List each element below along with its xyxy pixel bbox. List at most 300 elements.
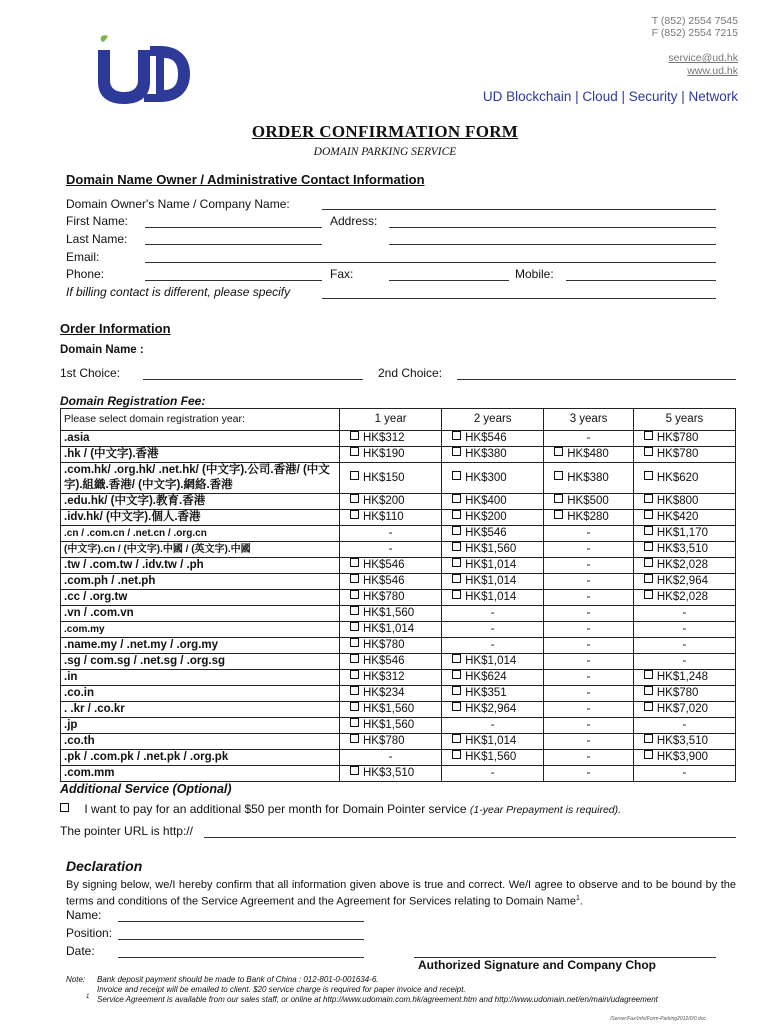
- price-cell[interactable]: [340, 510, 442, 526]
- price-cell[interactable]: [340, 574, 442, 590]
- pointer-url-label: The pointer URL is http://: [60, 824, 193, 838]
- address-label: Address:: [330, 214, 378, 228]
- price-value: HK$800: [656, 495, 699, 507]
- fee-row: [61, 431, 736, 447]
- price-cell[interactable]: [544, 463, 634, 494]
- price-cell: [544, 750, 634, 766]
- fee-row: [61, 766, 736, 782]
- price-cell[interactable]: [633, 463, 735, 494]
- pointer-url-field[interactable]: [204, 837, 736, 838]
- billing-contact-field[interactable]: [322, 298, 716, 299]
- price-checkbox[interactable]: [644, 702, 653, 711]
- price-cell: [544, 638, 634, 654]
- price-value: HK$380: [567, 471, 609, 484]
- additional-heading: Additional Service (Optional): [60, 782, 232, 796]
- price-unavailable: -: [586, 591, 591, 603]
- price-unavailable: -: [682, 767, 687, 779]
- price-cell[interactable]: [633, 447, 735, 463]
- price-cell[interactable]: [340, 670, 442, 686]
- price-cell[interactable]: [340, 463, 442, 494]
- price-checkbox[interactable]: [452, 447, 461, 456]
- price-value: HK$312: [363, 671, 405, 683]
- price-cell[interactable]: [340, 734, 442, 750]
- price-checkbox[interactable]: [350, 431, 359, 440]
- price-cell[interactable]: [340, 766, 442, 782]
- price-cell: [633, 622, 735, 638]
- price-cell[interactable]: [442, 670, 544, 686]
- price-cell: [544, 702, 634, 718]
- price-checkbox[interactable]: [350, 558, 359, 567]
- price-cell[interactable]: [442, 686, 544, 702]
- price-value: HK$1,560: [363, 719, 415, 731]
- price-checkbox[interactable]: [644, 447, 653, 456]
- price-value: HK$2,964: [465, 703, 517, 715]
- price-cell: [442, 766, 544, 782]
- price-checkbox[interactable]: [554, 471, 563, 480]
- price-checkbox[interactable]: [350, 590, 359, 599]
- price-cell[interactable]: [340, 686, 442, 702]
- last-name-field[interactable]: [145, 244, 322, 245]
- price-checkbox[interactable]: [452, 686, 461, 695]
- address-field-line1[interactable]: [389, 227, 716, 228]
- price-cell: [544, 686, 634, 702]
- price-value: HK$546: [465, 527, 507, 539]
- price-cell[interactable]: [340, 590, 442, 606]
- declaration-body: By signing below, we/I hereby confirm that all information given above is true and correct. We/I agree to observe and to be bound by the terms and conditions of the Service Agreement and the Agreement for Services relating to Domain Name: [66, 879, 736, 908]
- fee-row: [61, 574, 736, 590]
- price-cell: [544, 654, 634, 670]
- price-value: HK$2,028: [656, 559, 708, 571]
- domain-cell: .cc / .org.tw: [61, 590, 340, 606]
- price-unavailable: -: [490, 767, 495, 779]
- file-reference: /Server/Fax/Info/Form-Parking2012/0/0.doc: [609, 1016, 706, 1022]
- domain-pointer-note: (1-year Prepayment is required).: [469, 804, 622, 816]
- price-cell[interactable]: [544, 447, 634, 463]
- price-cell: [544, 670, 634, 686]
- price-cell: [544, 606, 634, 622]
- price-checkbox[interactable]: [350, 622, 359, 631]
- price-cell[interactable]: [442, 494, 544, 510]
- phone-field[interactable]: [145, 280, 322, 281]
- price-cell[interactable]: [633, 558, 735, 574]
- price-cell[interactable]: [442, 734, 544, 750]
- price-checkbox[interactable]: [452, 750, 461, 759]
- contact-website[interactable]: [687, 65, 738, 77]
- price-cell: [340, 750, 442, 766]
- price-unavailable: -: [586, 432, 591, 444]
- price-unavailable: -: [586, 607, 591, 619]
- price-cell: [544, 734, 634, 750]
- price-checkbox[interactable]: [452, 471, 461, 480]
- price-cell[interactable]: [442, 654, 544, 670]
- price-unavailable: -: [682, 655, 687, 667]
- email-label: Email:: [66, 250, 100, 264]
- domain-cell: .tw / .com.tw / .idv.tw / .ph: [61, 558, 340, 574]
- price-unavailable: -: [586, 671, 591, 683]
- price-value: HK$1,560: [465, 543, 517, 555]
- price-cell[interactable]: [633, 590, 735, 606]
- fee-row: [61, 670, 736, 686]
- domain-pointer-option[interactable]: [60, 802, 621, 816]
- price-checkbox[interactable]: [452, 574, 461, 583]
- price-checkbox[interactable]: [644, 431, 653, 440]
- price-cell: [442, 638, 544, 654]
- price-cell: [544, 718, 634, 734]
- fee-row: [61, 463, 736, 494]
- price-unavailable: -: [586, 735, 591, 747]
- price-cell[interactable]: [442, 431, 544, 447]
- price-value: HK$234: [363, 687, 405, 699]
- price-cell: [544, 622, 634, 638]
- price-cell[interactable]: [633, 670, 735, 686]
- price-checkbox[interactable]: [350, 670, 359, 679]
- price-unavailable: -: [682, 719, 687, 731]
- domain-cell: .pk / .com.pk / .net.pk / .org.pk: [61, 750, 340, 766]
- price-value: HK$1,014: [465, 735, 517, 747]
- select-year-label: Please select domain registration year:: [61, 409, 340, 431]
- signing-date-field[interactable]: [118, 957, 364, 958]
- price-checkbox[interactable]: [644, 471, 653, 480]
- price-value: HK$1,560: [363, 703, 415, 715]
- price-cell: [340, 526, 442, 542]
- price-cell: [442, 622, 544, 638]
- col-5-years: 5 years: [633, 409, 735, 431]
- price-cell[interactable]: [340, 606, 442, 622]
- order-heading: Order Information: [60, 321, 171, 336]
- fax-label: Fax:: [330, 267, 354, 281]
- price-checkbox[interactable]: [644, 494, 653, 503]
- price-checkbox[interactable]: [644, 558, 653, 567]
- declaration-text: By signing below, we/I hereby confirm that all information given above is true and correct. We/I agree to observe and to be bound by the terms and conditions of the Service Agreement and the Agreement for Services relating to Domain Name$^1$.: [66, 879, 736, 908]
- signature-label: Authorized Signature and Company Chop: [418, 958, 657, 972]
- price-checkbox[interactable]: [554, 510, 563, 519]
- price-cell[interactable]: [442, 558, 544, 574]
- price-checkbox[interactable]: [452, 734, 461, 743]
- price-value: HK$312: [363, 432, 405, 444]
- price-cell: [633, 638, 735, 654]
- price-cell: [633, 654, 735, 670]
- last-name-label: Last Name:: [66, 232, 128, 246]
- domain-cell: .com.my: [61, 622, 340, 638]
- price-cell[interactable]: [340, 622, 442, 638]
- price-value: HK$400: [465, 495, 507, 507]
- fees-table: [60, 408, 736, 782]
- price-value: HK$280: [567, 511, 609, 523]
- fee-row: [61, 718, 736, 734]
- fee-row: [61, 542, 736, 558]
- first-name-label: First Name:: [66, 214, 129, 228]
- price-cell[interactable]: [633, 574, 735, 590]
- price-unavailable: -: [490, 719, 495, 731]
- price-unavailable: -: [388, 527, 393, 539]
- price-checkbox[interactable]: [452, 431, 461, 440]
- price-checkbox[interactable]: [452, 526, 461, 535]
- fax-field[interactable]: [389, 280, 509, 281]
- mobile-label: Mobile:: [515, 267, 554, 281]
- price-unavailable: -: [490, 623, 495, 635]
- price-checkbox[interactable]: [350, 574, 359, 583]
- price-cell: [544, 574, 634, 590]
- price-cell: [633, 718, 735, 734]
- price-cell: [442, 718, 544, 734]
- price-cell[interactable]: [442, 574, 544, 590]
- price-cell[interactable]: [442, 590, 544, 606]
- price-checkbox[interactable]: [452, 494, 461, 503]
- fees-header-row: [61, 409, 736, 431]
- domain-pointer-checkbox[interactable]: [60, 803, 69, 812]
- price-unavailable: -: [586, 543, 591, 555]
- price-checkbox[interactable]: [350, 447, 359, 456]
- price-unavailable: -: [586, 559, 591, 571]
- price-cell[interactable]: [544, 494, 634, 510]
- price-value: HK$351: [465, 687, 507, 699]
- price-cell[interactable]: [442, 510, 544, 526]
- domain-cell: .idv.hk/ (中文字).個人.香港: [61, 510, 340, 526]
- price-value: HK$780: [656, 448, 699, 460]
- mobile-field[interactable]: [566, 280, 716, 281]
- price-unavailable: -: [682, 639, 687, 651]
- price-unavailable: -: [586, 719, 591, 731]
- price-cell[interactable]: [633, 510, 735, 526]
- price-value: HK$300: [465, 471, 507, 484]
- price-cell: [544, 526, 634, 542]
- price-cell[interactable]: [340, 447, 442, 463]
- price-cell[interactable]: [340, 718, 442, 734]
- price-value: HK$7,020: [656, 703, 708, 715]
- price-checkbox[interactable]: [644, 574, 653, 583]
- price-value: HK$780: [363, 639, 405, 651]
- note-agreement: Service Agreement is available from our sales staff, or online at http://www.udomain.com.hk/agreement.htm and http://www.udomain.net/en/main/udagreement: [97, 995, 658, 1004]
- price-cell: [544, 766, 634, 782]
- price-value: HK$780: [656, 432, 699, 444]
- price-unavailable: -: [586, 527, 591, 539]
- phone-label: Phone:: [66, 267, 105, 281]
- domain-cell: .com.ph / .net.ph: [61, 574, 340, 590]
- fee-row: [61, 654, 736, 670]
- price-cell[interactable]: [340, 558, 442, 574]
- price-unavailable: -: [586, 751, 591, 763]
- price-cell[interactable]: [633, 702, 735, 718]
- first-name-field[interactable]: [145, 227, 322, 228]
- price-value: HK$110: [363, 511, 404, 523]
- price-value: HK$546: [363, 655, 405, 667]
- price-value: HK$380: [465, 448, 507, 460]
- fee-row: [61, 734, 736, 750]
- domain-cell: .sg / com.sg / .net.sg / .org.sg: [61, 654, 340, 670]
- price-value: HK$780: [363, 591, 405, 603]
- price-unavailable: -: [586, 655, 591, 667]
- domain-cell: . .kr / .co.kr: [61, 702, 340, 718]
- fee-row: [61, 750, 736, 766]
- price-checkbox[interactable]: [350, 654, 359, 663]
- price-checkbox[interactable]: [644, 590, 653, 599]
- fee-row: [61, 686, 736, 702]
- price-cell[interactable]: [442, 702, 544, 718]
- price-cell[interactable]: [633, 542, 735, 558]
- fees-heading: Domain Registration Fee:: [60, 394, 206, 408]
- price-value: HK$3,900: [656, 751, 708, 763]
- fee-row: [61, 622, 736, 638]
- domain-cell: .hk / (中文字).香港: [61, 447, 340, 463]
- price-checkbox[interactable]: [452, 542, 461, 551]
- price-value: HK$546: [465, 432, 507, 444]
- fee-row: [61, 590, 736, 606]
- second-choice-field[interactable]: [457, 379, 736, 380]
- price-cell: [442, 606, 544, 622]
- company-name-field[interactable]: [322, 209, 716, 210]
- price-checkbox[interactable]: [554, 494, 563, 503]
- price-cell: [340, 542, 442, 558]
- col-1-year: 1 year: [340, 409, 442, 431]
- price-value: HK$1,014: [465, 559, 517, 571]
- fee-row: [61, 702, 736, 718]
- domain-cell: .jp: [61, 718, 340, 734]
- owner-heading: Domain Name Owner / Administrative Contact Information: [66, 172, 425, 187]
- price-checkbox[interactable]: [554, 447, 563, 456]
- price-checkbox[interactable]: [452, 590, 461, 599]
- domain-cell: .cn / .com.cn / .net.cn / .org.cn: [61, 526, 340, 542]
- domain-cell: (中文字).cn / (中文字).中國 / (英文字).中國: [61, 542, 340, 558]
- price-value: HK$780: [363, 735, 405, 747]
- fee-row: [61, 558, 736, 574]
- contact-email[interactable]: [668, 52, 738, 64]
- price-value: HK$1,248: [656, 671, 708, 683]
- fee-row: [61, 606, 736, 622]
- price-cell[interactable]: [442, 750, 544, 766]
- first-choice-label: 1st Choice:: [60, 366, 121, 380]
- domain-cell: .vn / .com.vn: [61, 606, 340, 622]
- price-cell[interactable]: [633, 526, 735, 542]
- email-field[interactable]: [145, 262, 716, 263]
- price-cell[interactable]: [633, 750, 735, 766]
- address-field-line2[interactable]: [389, 244, 716, 245]
- price-cell[interactable]: [633, 494, 735, 510]
- price-checkbox[interactable]: [350, 494, 359, 503]
- note-footnote-mark: 1: [86, 994, 90, 1000]
- price-checkbox[interactable]: [350, 686, 359, 695]
- price-unavailable: -: [586, 767, 591, 779]
- price-cell[interactable]: [340, 654, 442, 670]
- price-checkbox[interactable]: [350, 702, 359, 711]
- price-checkbox[interactable]: [452, 558, 461, 567]
- note-bank: Bank deposit payment should be made to Bank of China : 012-801-0-001634-6.: [97, 975, 379, 984]
- price-cell: [544, 431, 634, 447]
- price-cell[interactable]: [633, 686, 735, 702]
- price-value: HK$620: [656, 471, 699, 484]
- price-cell[interactable]: [442, 526, 544, 542]
- price-value: HK$2,964: [656, 575, 708, 587]
- signer-position-field[interactable]: [118, 939, 364, 940]
- price-checkbox[interactable]: [452, 510, 461, 519]
- first-choice-field[interactable]: [143, 379, 363, 380]
- domain-cell: .edu.hk/ (中文字).教育.香港: [61, 494, 340, 510]
- price-cell[interactable]: [340, 494, 442, 510]
- price-value: HK$546: [363, 559, 405, 571]
- price-checkbox[interactable]: [452, 654, 461, 663]
- domain-name-label: Domain Name :: [60, 344, 144, 356]
- price-unavailable: -: [586, 623, 591, 635]
- price-value: HK$500: [567, 495, 609, 507]
- col-2-years: 2 years: [442, 409, 544, 431]
- price-cell[interactable]: [544, 510, 634, 526]
- price-cell[interactable]: [340, 702, 442, 718]
- website-link[interactable]: www.ud.hk: [687, 65, 738, 77]
- domain-cell: .asia: [61, 431, 340, 447]
- price-checkbox[interactable]: [644, 526, 653, 535]
- fee-row: [61, 638, 736, 654]
- price-unavailable: -: [490, 607, 495, 619]
- price-checkbox[interactable]: [350, 638, 359, 647]
- price-value: HK$1,170: [656, 527, 708, 539]
- price-checkbox[interactable]: [644, 750, 653, 759]
- price-value: HK$3,510: [656, 735, 708, 747]
- price-value: HK$546: [363, 575, 405, 587]
- domain-cell: .in: [61, 670, 340, 686]
- price-value: HK$1,014: [465, 591, 517, 603]
- price-checkbox[interactable]: [452, 670, 461, 679]
- domain-pointer-text: I want to pay for an additional $50 per month for Domain Pointer service: [84, 802, 467, 816]
- price-cell: [544, 542, 634, 558]
- price-checkbox[interactable]: [350, 718, 359, 727]
- price-cell[interactable]: [633, 734, 735, 750]
- company-name-label: Domain Owner's Name / Company Name:: [66, 197, 290, 211]
- price-unavailable: -: [682, 623, 687, 635]
- price-unavailable: -: [388, 543, 393, 555]
- signer-position-label: Position:: [66, 926, 113, 940]
- contact-phone: T (852) 2554 7545: [651, 15, 738, 27]
- price-checkbox[interactable]: [350, 471, 359, 480]
- price-checkbox[interactable]: [644, 734, 653, 743]
- domain-cell: .com.hk/ .org.hk/ .net.hk/ (中文字).公司.香港/ (中文字).組織.香港/ (中文字).網絡.香港: [61, 463, 340, 494]
- price-value: HK$1,014: [363, 623, 415, 635]
- price-value: HK$1,014: [465, 655, 517, 667]
- price-checkbox[interactable]: [452, 702, 461, 711]
- price-checkbox[interactable]: [644, 542, 653, 551]
- contact-fax: F (852) 2554 7215: [651, 27, 738, 39]
- price-cell[interactable]: [442, 542, 544, 558]
- email-link[interactable]: service@ud.hk: [668, 52, 738, 64]
- services-tagline: UD Blockchain | Cloud | Security | Network: [482, 89, 738, 104]
- price-cell[interactable]: [442, 447, 544, 463]
- signer-name-label: Name:: [66, 908, 102, 922]
- price-cell[interactable]: [340, 431, 442, 447]
- footnote-mark: 1: [575, 895, 580, 902]
- price-checkbox[interactable]: [644, 510, 653, 519]
- price-checkbox[interactable]: [350, 766, 359, 775]
- billing-note: If billing contact is different, please specify: [66, 285, 291, 299]
- price-checkbox[interactable]: [644, 670, 653, 679]
- price-checkbox[interactable]: [350, 606, 359, 615]
- price-cell: [544, 558, 634, 574]
- price-checkbox[interactable]: [350, 510, 359, 519]
- price-unavailable: -: [586, 639, 591, 651]
- domain-cell: .co.in: [61, 686, 340, 702]
- price-value: HK$420: [656, 511, 699, 523]
- signer-name-field[interactable]: [118, 921, 364, 922]
- price-cell[interactable]: [633, 431, 735, 447]
- form-title: ORDER CONFIRMATION FORM: [251, 122, 519, 141]
- price-cell[interactable]: [340, 638, 442, 654]
- price-value: HK$150: [363, 471, 405, 484]
- price-checkbox[interactable]: [644, 686, 653, 695]
- price-cell: [633, 606, 735, 622]
- price-cell[interactable]: [442, 463, 544, 494]
- price-value: HK$1,560: [363, 607, 415, 619]
- price-checkbox[interactable]: [350, 734, 359, 743]
- fee-row: [61, 447, 736, 463]
- domain-cell: .name.my / .net.my / .org.my: [61, 638, 340, 654]
- fee-row: [61, 494, 736, 510]
